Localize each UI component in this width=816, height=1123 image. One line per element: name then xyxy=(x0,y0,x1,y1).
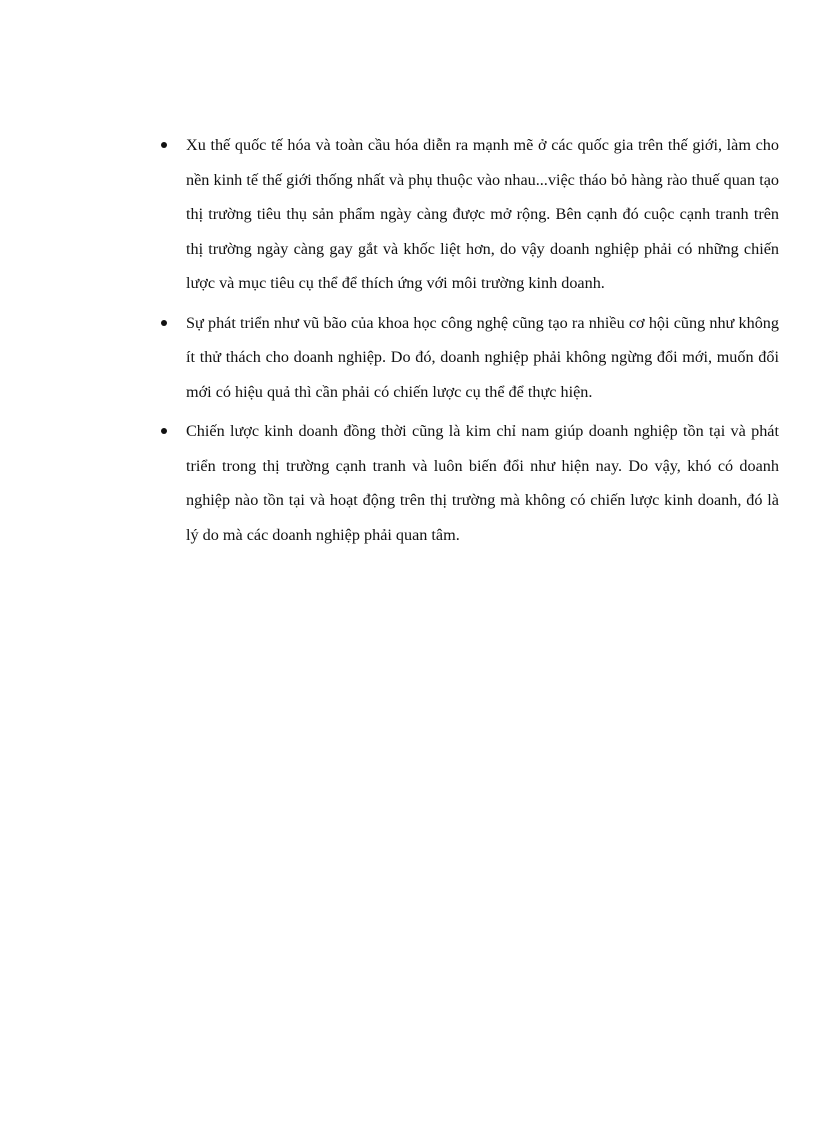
bullet-list xyxy=(159,128,779,557)
bullet-point-icon xyxy=(161,320,167,326)
bullet-text: Sự phát triển như vũ bão của khoa học công nghệ cũng tạo ra nhiều cơ hội cũng như không ít thử thách cho doanh nghiệp. Do đó, doanh nghiệp phải không ngừng đổi mới, muốn đổi mới có hiệu quả thì cần phải có chiến lược cụ thể để thực hiện. xyxy=(186,313,779,401)
bullet-point-icon xyxy=(161,428,167,434)
bullet-text: Xu thế quốc tế hóa và toàn cầu hóa diễn ra mạnh mẽ ở các quốc gia trên thế giới, làm cho nền kinh tế thế giới thống nhất và phụ thuộc vào nhau...việc tháo bỏ hàng rào thuế quan tạo thị trường tiêu thụ sản phẩm ngày càng được mở rộng. Bên cạnh đó cuộc cạnh tranh trên thị trường ngày càng gay gắt và khốc liệt hơn, do vậy doanh nghiệp phải có những chiến lược và mục tiêu cụ thể để thích ứng với môi trường kinh doanh. xyxy=(186,136,779,292)
bullet-item-technology xyxy=(159,306,779,410)
bullet-item-globalization xyxy=(159,128,779,301)
bullet-text: Chiến lược kinh doanh đồng thời cũng là kim chỉ nam giúp doanh nghiệp tồn tại và phát triển trong thị trường cạnh tranh và luôn biến đổi như hiện nay. Do vậy, khó có doanh nghiệp nào tồn tại và hoạt động trên thị trường mà không có chiến lược kinh doanh, đó là lý do mà các doanh nghiệp phải quan tâm. xyxy=(186,422,779,544)
bullet-point-icon xyxy=(161,142,167,148)
bullet-item-strategy xyxy=(159,414,779,552)
